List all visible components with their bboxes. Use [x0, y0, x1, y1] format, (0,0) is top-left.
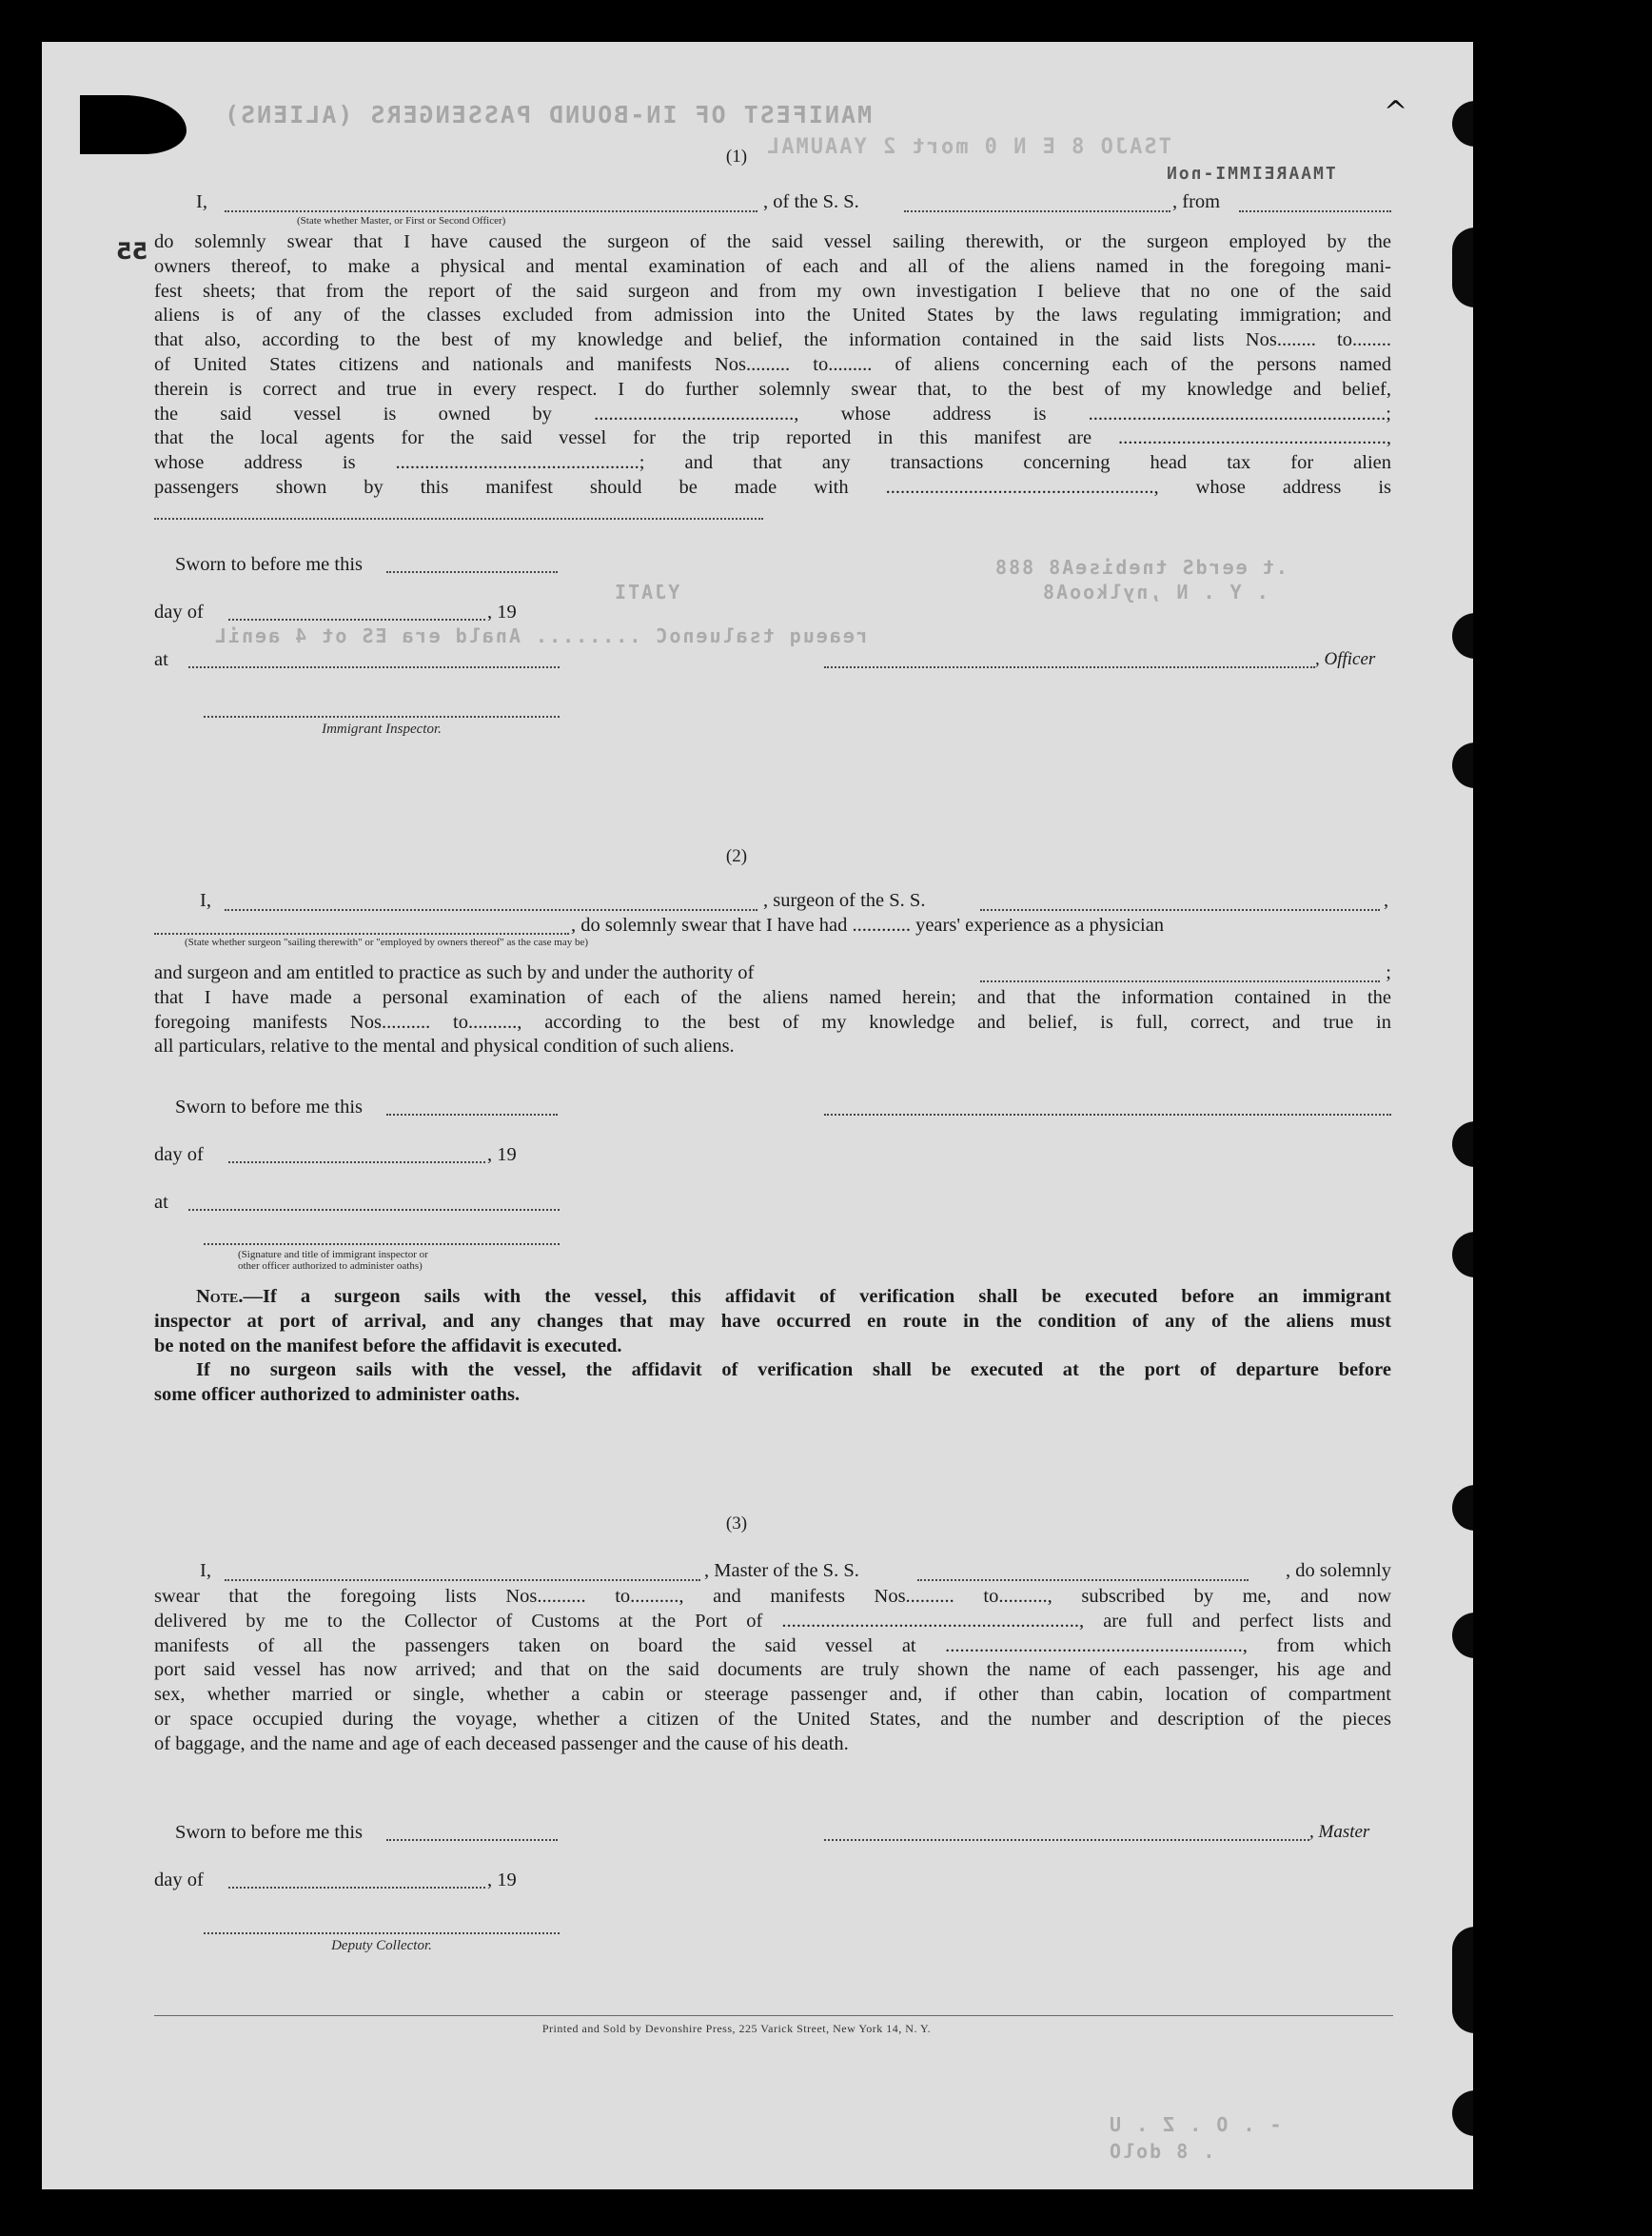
note-text: —If a surgeon sails with the vessel, this affidavit of verification shall be executed before an immigrant: [243, 1286, 1391, 1307]
master-of-label: , Master of the S. S.: [704, 1560, 859, 1581]
at-label: at: [154, 1192, 168, 1213]
year-label: , 19: [487, 1870, 517, 1890]
oath-line: aliens is of any of the classes excluded from admission into the United States by the laws regulating immigration; and: [154, 305, 1391, 326]
day-of-blank: [228, 619, 485, 621]
bleed-through-tag: TMAAREIMMI-noN: [1165, 164, 1336, 184]
signature-caption: (Signature and title of immigrant inspector or: [238, 1249, 428, 1260]
punch-hole: [1452, 1121, 1473, 1167]
at-label: at: [154, 649, 168, 670]
bleed-through-header: MANIFEST OF IN-BOUND PASSENGERS (ALIENS): [223, 101, 873, 129]
margin-number: 55: [116, 238, 148, 265]
sworn-label: Sworn to before me this: [175, 554, 363, 575]
ship-blank: [904, 210, 1170, 212]
pencil-mark: ^: [1384, 95, 1408, 129]
master-ship-blank: [917, 1579, 1249, 1581]
surgeon-signature-blank: [824, 1114, 1391, 1116]
printer-imprint: Printed and Sold by Devonshire Press, 225 Varick Street, New York 14, N. Y.: [541, 2022, 932, 2035]
oath-line: delivered by me to the Collector of Customs at the Port of ............................................................., are full and perfect lists and: [154, 1610, 1391, 1632]
sworn-blank: [386, 1839, 558, 1841]
bleed-through-stamp: - . O . Z . U: [1108, 2113, 1282, 2136]
from-label: , from: [1172, 191, 1221, 212]
bleed-through-line: TSAJO 8 E N 0 mort 2 YAAUMAL: [765, 135, 1171, 159]
inspector-signature-blank: [204, 1243, 560, 1245]
address-continuation-blank: [154, 518, 763, 520]
officer-signature-blank: [824, 666, 1315, 668]
oath-line: whose address is ..................................................; and that any transactions concerning head tax for alien: [154, 452, 1391, 474]
master-signature-label: , Master: [1309, 1822, 1370, 1842]
oath-line: foregoing manifests Nos.......... to.........., according to the best of my knowledge and belief, is full, correct, and true in: [154, 1011, 1391, 1033]
authority-text: and surgeon and am entitled to practice as such by and under the authority of: [154, 962, 755, 983]
note-label: Note.: [196, 1286, 244, 1307]
day-of-label: day of: [154, 602, 204, 623]
sworn-label: Sworn to before me this: [175, 1097, 363, 1118]
note-line: inspector at port of arrival, and any changes that may have occurred en route in the condition of any of the aliens must: [154, 1310, 1391, 1332]
at-blank: [188, 1209, 560, 1211]
master-name-blank: [225, 1579, 700, 1581]
bleed-through-block-3: YJATI: [613, 581, 680, 604]
of-ss-label: , of the S. S.: [763, 191, 859, 212]
surgeon-swear-line: , do solemnly swear that I have had ............ years' experience as a physician: [571, 915, 1165, 936]
authority-blank: [980, 980, 1380, 982]
day-of-label: day of: [154, 1870, 204, 1890]
oath-line: all particulars, relative to the mental and physical condition of such aliens.: [154, 1036, 735, 1058]
collector-signature-blank: [204, 1932, 560, 1934]
oath-line: the said vessel is owned by ........................................., whose address is .............................................................;: [154, 403, 1391, 425]
sworn-blank: [386, 1114, 558, 1116]
day-of-blank: [228, 1887, 485, 1889]
surgeon-of-label: , surgeon of the S. S.: [763, 890, 926, 911]
solemnly-label: , do solemnly: [1285, 1560, 1391, 1581]
officer-signature-label: , Officer: [1315, 649, 1376, 669]
punch-hole: [1452, 101, 1473, 147]
punch-hole: [1452, 1232, 1473, 1277]
oath-line: that also, according to the best of my knowledge and belief, the information contained in the said lists Nos........ to........: [154, 329, 1391, 351]
year-label: , 19: [487, 1144, 517, 1165]
collector-caption: Deputy Collector.: [331, 1938, 432, 1953]
oath-line: [154, 961, 1391, 986]
officer-blank: [225, 210, 757, 212]
oath-line: swear that the foregoing lists Nos.......... to.........., and manifests Nos.......... to.........., subscribed by me, and now: [154, 1586, 1391, 1607]
oath-line: that I have made a personal examination of each of the aliens named herein; and that the information contained in the: [154, 986, 1391, 1008]
oath-line: passengers shown by this manifest should be made with ......................................................., whose address is: [154, 476, 1391, 498]
note-line: [154, 1285, 1391, 1310]
semicolon: ;: [1386, 962, 1391, 983]
surgeon-ship-blank: [980, 909, 1380, 911]
section-3-oath-text: [154, 1585, 1391, 1757]
oath-line: fest sheets; that from the report of the said surgeon and from my own investigation I believe that no one of the said: [154, 280, 1391, 302]
punch-hole: [1452, 1485, 1473, 1531]
oath-line: manifests of all the passengers taken on board the said vessel at ............................................................., from which: [154, 1634, 1391, 1656]
year-label: , 19: [487, 602, 517, 623]
i-label: I,: [200, 890, 211, 911]
surgeon-name-blank: [225, 909, 757, 911]
oath-line: port said vessel has now arrived; and that on the said documents are truly shown the name of each passenger, his age and: [154, 1659, 1391, 1681]
punch-hole: [1452, 742, 1473, 788]
oath-line: do solemnly swear that I have caused the surgeon of the said vessel sailing therewith, or the surgeon employed by the: [154, 231, 1391, 252]
section-1-oath-text: [154, 230, 1391, 501]
section-2-note: [154, 1285, 1391, 1408]
i-label: I,: [200, 1560, 211, 1581]
torn-corner: [80, 95, 187, 154]
signature-caption: other officer authorized to administer oaths): [238, 1260, 423, 1272]
manifest-page: [42, 42, 1473, 2189]
oath-line: of baggage, and the name and age of each deceased passenger and the cause of his death.: [154, 1732, 849, 1754]
oath-line: or space occupied during the voyage, whether a citizen of the United States, and the number and description of the pieces: [154, 1708, 1391, 1730]
inspector-signature-blank: [204, 716, 560, 718]
section-3-heading: (3): [725, 1514, 748, 1534]
section-1-heading: (1): [725, 147, 748, 167]
footer-rule: [154, 2015, 1393, 2016]
note-text: If no surgeon sails with the vessel, the affidavit of verification shall be executed at the port of departure before: [196, 1359, 1391, 1381]
punch-hole: [1452, 2090, 1473, 2136]
comma: ,: [1384, 890, 1389, 911]
punch-hole: [1452, 613, 1473, 659]
i-label: I,: [196, 191, 207, 212]
surgeon-type-blank: [154, 933, 569, 935]
punch-hole: [1452, 228, 1473, 307]
oath-line: therein is correct and true in every respect. I do further solemnly swear that, to the best of my knowledge and belief,: [154, 378, 1391, 400]
oath-line: of United States citizens and nationals and manifests Nos......... to......... of aliens concerning each of the persons named: [154, 353, 1391, 375]
note-line: [154, 1358, 1391, 1383]
bleed-through-block-4: reaeuq tsaluenoC ........ Anald era ES ot 4 aeniL: [213, 624, 869, 647]
oath-line: sex, whether married or single, whether a cabin or steerage passenger and, if other than cabin, location of compartment: [154, 1684, 1391, 1706]
surgeon-caption: (State whether surgeon "sailing therewith" or "employed by owners thereof" as the case may be): [185, 937, 589, 948]
note-line: some officer authorized to administer oaths.: [154, 1384, 521, 1406]
day-of-label: day of: [154, 1144, 204, 1165]
bleed-through-block-2: . Y . N ,nylkooA8: [1041, 581, 1268, 604]
oath-line: that the local agents for the said vessel for the trip reported in this manifest are .......................................................,: [154, 427, 1391, 449]
punch-hole: [1452, 1927, 1473, 2033]
sworn-blank: [386, 571, 558, 573]
master-signature-blank: [824, 1839, 1309, 1841]
officer-caption: (State whether Master, or First or Second Officer): [297, 215, 506, 227]
punch-hole: [1452, 1613, 1473, 1658]
from-blank: [1239, 210, 1391, 212]
bleed-through-block: .t eerdS tnebiseA8 888: [993, 556, 1288, 579]
oath-line: owners thereof, to make a physical and mental examination of each and all of the aliens named in the foregoing mani-: [154, 255, 1391, 277]
bleed-through-stamp-2: . 8 dolO: [1108, 2140, 1215, 2163]
day-of-blank: [228, 1161, 485, 1163]
inspector-caption: Immigrant Inspector.: [322, 722, 442, 737]
at-blank: [188, 666, 560, 668]
section-2-heading: (2): [725, 846, 748, 866]
sworn-label: Sworn to before me this: [175, 1822, 363, 1843]
section-2-oath-text: [154, 961, 1391, 1059]
note-line: be noted on the manifest before the affidavit is executed.: [154, 1335, 622, 1356]
